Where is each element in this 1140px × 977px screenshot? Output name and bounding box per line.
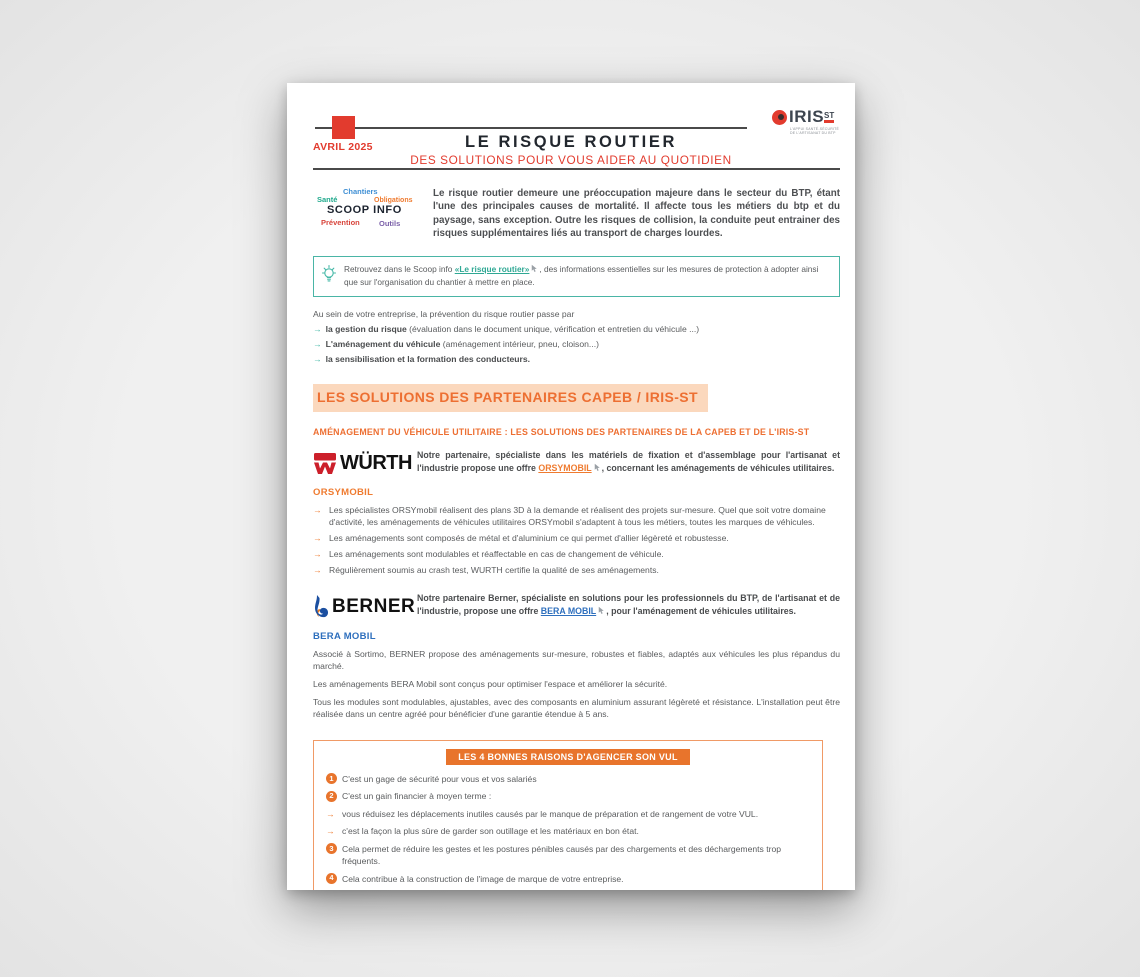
orsymobil-section-title: ORSYMOBIL xyxy=(313,487,374,499)
prevention-item-bold: la gestion du risque xyxy=(325,323,407,334)
berner-logo xyxy=(313,592,417,619)
document-content xyxy=(287,187,855,890)
berner-logo-text: BERNER xyxy=(332,596,416,618)
reason-text: C'est un gage de sécurité pour vous et vos salariés xyxy=(342,773,537,784)
reason-text: Cela contribue à la construction de l'image de marque de votre entreprise. xyxy=(342,873,624,884)
bera-mobil-paragraphs xyxy=(313,648,840,720)
title-block xyxy=(347,133,795,167)
berner-partner-row xyxy=(313,592,840,619)
four-reasons-box xyxy=(313,740,823,890)
scoop-text-suffix: , des informations essentielles sur les mesures de protection à adopter ainsi que sur l'organisation du chantier à mettre en place. xyxy=(344,263,819,288)
prevention-item-rest: (aménagement intérieur, pneu, cloison...) xyxy=(440,338,599,349)
click-cursor-icon xyxy=(530,264,538,276)
arrow-icon: → xyxy=(313,533,322,544)
berner-text-suffix: , pour l'aménagement de véhicules utilitaires. xyxy=(606,606,797,617)
prevention-item xyxy=(313,322,840,337)
scoop-callout-text xyxy=(344,263,830,289)
arrow-icon: → xyxy=(313,549,322,560)
arrow-icon: → xyxy=(326,826,335,837)
reason-item xyxy=(326,790,810,802)
click-cursor-icon xyxy=(593,463,601,476)
header-rule-top xyxy=(315,127,747,129)
intro-section xyxy=(313,187,840,241)
arrow-icon: → xyxy=(313,505,322,516)
four-reasons-title: LES 4 BONNES RAISONS D'AGENCER SON VUL xyxy=(446,749,690,765)
scoop-text-prefix: Retrouvez dans le Scoop info xyxy=(344,263,455,274)
wordcloud-sante: Santé xyxy=(317,195,338,204)
wurth-text-prefix: Notre partenaire, spécialiste dans les matériels de fixation et d'assemblage pour l'artisanat et l'industrie propose une offre xyxy=(417,449,840,473)
prevention-intro: Au sein de votre entreprise, la prévention du risque routier passe par xyxy=(313,308,575,319)
reason-text: vous réduisez les déplacements inutiles causés par le manque de préparation et de rangement de votre VUL. xyxy=(342,808,759,819)
bullet-text: Les aménagements sont composés de métal et d'aluminium ce qui permet d'allier légèreté et robustesse. xyxy=(329,533,729,544)
bullet-text: Régulièrement soumis au crash test, WURTH certifie la qualité de ses aménagements. xyxy=(329,565,659,576)
bullet-text: Les spécialistes ORSYmobil réalisent des plans 3D à la demande et réalisent des projets sur-mesure. Quel que soit votre domaine d'activité, les aménagements de véhicules utilitaires ORSYmobil s'adaptent à tous les métiers, toutes les marques de véhicules. xyxy=(329,505,826,528)
wurth-partner-row xyxy=(313,449,840,476)
orsymobil-link[interactable]: ORSYMOBIL xyxy=(538,462,592,473)
arrow-icon: → xyxy=(313,565,322,576)
reason-text: Cela permet de réduire les gestes et les postures pénibles causés par des chargements et des déchargements trop fréquents. xyxy=(342,843,782,866)
wordcloud-scoop-info: SCOOP INFO xyxy=(327,204,402,216)
issue-date: AVRIL 2025 xyxy=(313,141,373,153)
berner-text-prefix: Notre partenaire Berner, spécialiste en solutions pour les professionnels du BTP, de l'artisanat et de l'industrie, propose une offre xyxy=(417,593,840,617)
wordcloud-obligations: Obligations xyxy=(374,197,413,204)
arrow-icon: → xyxy=(313,338,322,349)
logo-name: IRIS xyxy=(788,107,825,126)
bullet-text: Les aménagements sont modulables et réaffectable en cas de changement de véhicule. xyxy=(329,549,664,560)
scoop-info-callout xyxy=(313,256,840,297)
logo-sup: ST xyxy=(824,111,834,123)
wurth-description xyxy=(417,449,840,476)
document-page xyxy=(287,83,855,890)
prevention-item xyxy=(313,337,840,352)
paragraph: Associé à Sortimo, BERNER propose des aménagements sur-mesure, robustes et fiables, adaptés aux véhicules les plus répandus du marché. xyxy=(313,648,840,671)
prevention-section xyxy=(313,307,840,367)
iris-st-logo xyxy=(772,107,839,135)
bullet-item xyxy=(313,532,840,544)
reason-text: C'est un gain financier à moyen terme : xyxy=(342,791,492,802)
reason-subitem xyxy=(326,825,810,837)
iris-eye-icon xyxy=(772,110,787,125)
reason-subitem xyxy=(326,808,810,820)
arrow-icon: → xyxy=(313,323,322,334)
wordcloud-prevention: Prévention xyxy=(321,218,360,227)
berner-description xyxy=(417,592,840,619)
paragraph: Les aménagements BERA Mobil sont conçus pour optimiser l'espace et améliorer la sécurité. xyxy=(313,678,668,689)
solutions-banner xyxy=(313,384,708,412)
reason-item xyxy=(326,843,810,867)
reason-text: c'est la façon la plus sûre de garder son outillage et les matériaux en bon état. xyxy=(342,826,639,837)
wurth-text-suffix: , concernant les aménagements de véhicules utilitaires. xyxy=(601,462,835,473)
number-4-icon: 4 xyxy=(326,873,337,884)
arrow-icon: → xyxy=(313,353,322,364)
paragraph: Tous les modules sont modulables, ajustables, avec des composants en aluminium assurant légèreté et résistance. L'installation peut être réalisée dans un centre agréé pour bénéficier d'une garantie étendue à 5 ans. xyxy=(313,696,840,719)
bullet-item xyxy=(313,504,840,528)
click-cursor-icon xyxy=(597,606,605,619)
wurth-w-icon xyxy=(313,453,337,474)
reason-item xyxy=(326,773,810,785)
orsymobil-bullets xyxy=(313,504,840,576)
logo-tagline-1: L'APPUI SANTÉ-SÉCURITÉ xyxy=(789,127,839,131)
logo-tagline-2: DE L'ARTISANAT DU BTP xyxy=(789,131,836,136)
page-title: LE RISQUE ROUTIER xyxy=(465,133,677,151)
prevention-item-rest: (évaluation dans le document unique, vérification et entretien du véhicule ...) xyxy=(406,323,700,334)
solutions-banner-text: LES SOLUTIONS DES PARTENAIRES CAPEB / IRIS-ST xyxy=(317,388,699,405)
reason-item xyxy=(326,873,810,885)
wurth-logo-text: WÜRTH xyxy=(340,451,412,474)
document-header xyxy=(287,83,855,175)
intro-paragraph: Le risque routier demeure une préoccupation majeure dans le secteur du BTP, étant l'une des principales causes de mortalité. Il affecte tous les métiers du btp et du paysage, sans exception. Outre les risques de collision, la conduite peut entrainer des risques supplémentaires liés au transport de charges lourdes. xyxy=(433,188,840,240)
arrow-icon: → xyxy=(326,808,335,819)
wurth-logo xyxy=(313,449,417,475)
wordcloud-outils: Outils xyxy=(379,219,401,228)
bera-mobil-section-title: BERA MOBIL xyxy=(313,630,376,642)
wordcloud-chantiers: Chantiers xyxy=(343,187,378,196)
number-2-icon: 2 xyxy=(326,791,337,802)
berner-b-icon xyxy=(313,595,330,619)
prevention-item-bold: la sensibilisation et la formation des conducteurs. xyxy=(325,353,530,364)
lightbulb-icon xyxy=(320,264,344,289)
prevention-item-bold: L'aménagement du véhicule xyxy=(325,338,441,349)
number-1-icon: 1 xyxy=(326,773,337,784)
page-subtitle: DES SOLUTIONS POUR VOUS AIDER AU QUOTIDIEN xyxy=(410,153,732,167)
solutions-subheading: AMÉNAGEMENT DU VÉHICULE UTILITAIRE : LES SOLUTIONS DES PARTENAIRES DE LA CAPEB ET DE L'IRIS-ST xyxy=(313,426,810,437)
number-3-icon: 3 xyxy=(326,843,337,854)
prevention-item xyxy=(313,352,840,367)
bullet-item xyxy=(313,548,840,560)
bullet-item xyxy=(313,564,840,576)
header-rule-bottom xyxy=(313,168,840,170)
bera-mobil-link[interactable]: BERA MOBIL xyxy=(540,606,597,617)
scoop-info-wordcloud xyxy=(313,187,427,239)
scoop-info-link[interactable]: «Le risque routier» xyxy=(454,263,530,274)
